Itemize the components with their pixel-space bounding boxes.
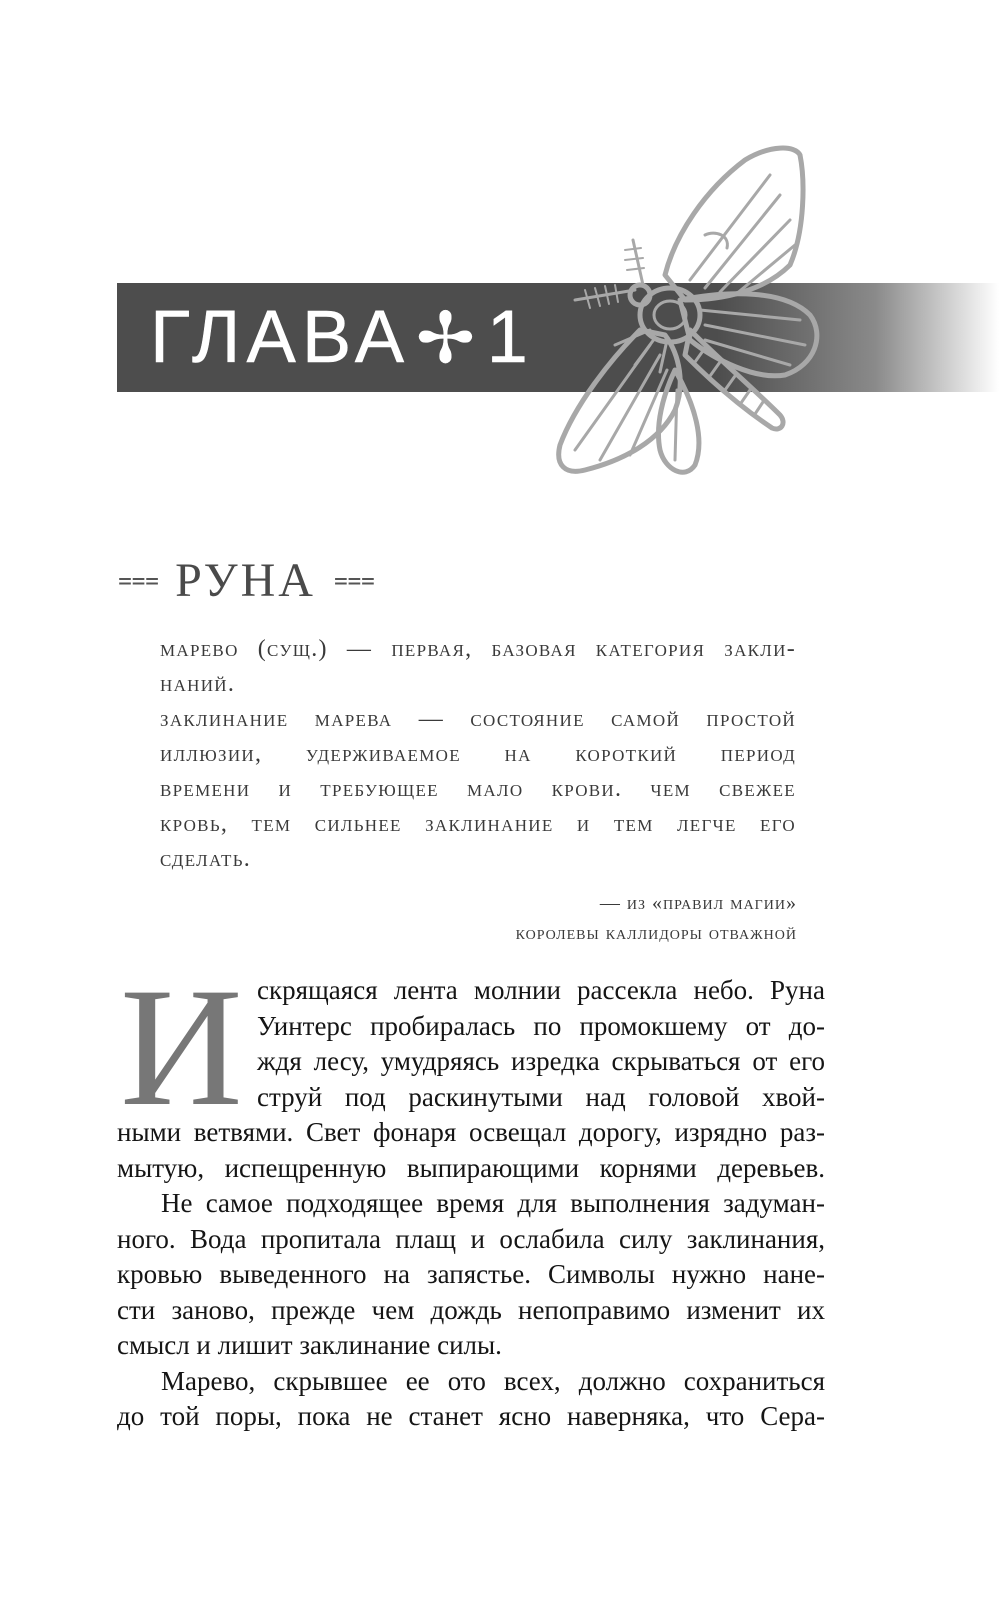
- body-line: ными ветвями. Свет фонаря освещал дорогу, изрядно раз-: [117, 1117, 825, 1147]
- body-line: Уинтерс пробиралась по промокшему от до-: [257, 1010, 825, 1041]
- chapter-title: [150, 292, 534, 383]
- body-line: до той поры, пока не станет ясно наверняка, что Сера-: [117, 1401, 825, 1431]
- epigraph-line: марево (сущ.) — первая, базовая категория закли-: [160, 636, 796, 662]
- ornament-left-icon: ⩶: [118, 566, 158, 593]
- epigraph: [160, 632, 796, 877]
- body-line: ждя лесу, умудряясь изредка скрываться от его: [257, 1046, 825, 1076]
- chapter-label: ГЛАВА: [150, 295, 411, 378]
- body-line: Марево, скрывшее ее ото всех, должно сохраниться: [161, 1365, 825, 1396]
- body-line: Не самое подходящее время для выполнения задуман-: [161, 1188, 825, 1218]
- epigraph-line: заклинание марева — состояние самой простой: [160, 706, 796, 732]
- drop-cap: И: [120, 953, 243, 1141]
- body-line: смысл и лишит заклинание силы.: [117, 1330, 502, 1360]
- ornament-right-icon: ⩶: [333, 566, 373, 593]
- body-line: струй под раскинутыми над головой хвой-: [257, 1081, 825, 1112]
- body-text: [117, 953, 825, 1435]
- epigraph-line: кровь, тем сильнее заклинание и тем легче его: [160, 811, 796, 837]
- body-line: кровью выведенного на запястье. Символы нужно нане-: [117, 1259, 825, 1289]
- section-title: РУНА: [175, 553, 316, 607]
- epigraph-line: иллюзии, удерживаемое на короткий период: [160, 741, 796, 767]
- epigraph-line: наний.: [160, 671, 236, 697]
- body-line: ного. Вода пропитала плащ и ослабила силу заклинания,: [117, 1223, 825, 1254]
- body-line: мытую, испещренную выпирающими корнями деревьев.: [117, 1152, 825, 1183]
- epigraph-attribution: [516, 888, 797, 948]
- epigraph-line: сделать.: [160, 846, 252, 872]
- chapter-number: 1: [486, 295, 534, 378]
- epigraph-line: времени и требующее мало крови. чем свежее: [160, 776, 796, 802]
- chapter-separator-ornament: ✢: [416, 299, 481, 377]
- body-line: скрящаяся лента молнии рассекла небо. Руна: [257, 975, 825, 1005]
- attribution-author: королевы каллидоры отважной: [515, 922, 797, 944]
- body-line: сти заново, прежде чем дождь непоправимо изменит их: [117, 1294, 825, 1325]
- moth-illustration: [555, 140, 845, 510]
- attribution-source: — из «правил магии»: [599, 892, 797, 914]
- section-heading: [118, 548, 373, 612]
